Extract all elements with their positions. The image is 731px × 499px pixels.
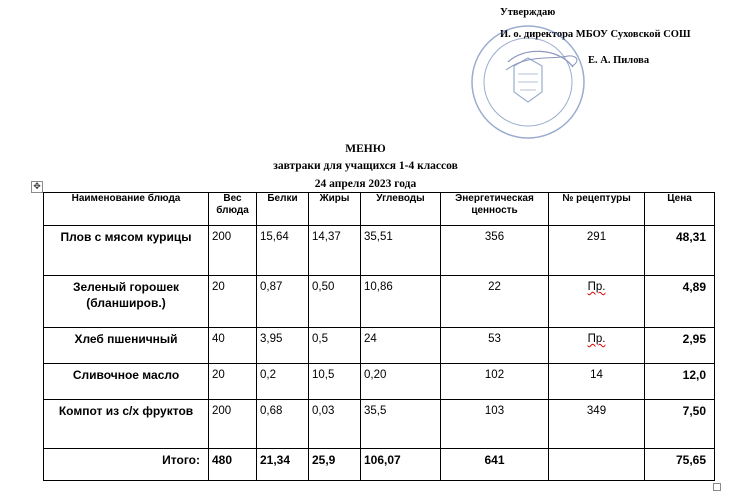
table-row [44, 226, 715, 276]
weight-cell: 200 [209, 400, 257, 449]
total-row [44, 449, 715, 481]
proteins-cell: 15,64 [257, 226, 309, 276]
recipe-cell: 14 [549, 364, 645, 400]
dish-name: Компот из с/х фруктов [44, 400, 209, 449]
carbs-cell: 10,86 [361, 276, 441, 328]
price-cell: 2,95 [645, 328, 715, 364]
table-move-arrows-icon[interactable]: ✥ [31, 181, 43, 193]
recipe-value: Пр. [587, 281, 606, 293]
energy-cell: 103 [441, 400, 549, 449]
header-proteins: Белки [257, 193, 309, 226]
total-price: 75,65 [645, 449, 715, 481]
dish-name: Плов с мясом курицы [44, 226, 209, 276]
total-recipe [549, 449, 645, 481]
total-carbs: 106,07 [361, 449, 441, 481]
energy-cell: 22 [441, 276, 549, 328]
total-fats: 25,9 [309, 449, 361, 481]
header-price: Цена [645, 193, 715, 226]
table-row [44, 276, 715, 328]
total-energy: 641 [441, 449, 549, 481]
table-row [44, 364, 715, 400]
table-header-row [44, 193, 715, 226]
proteins-cell: 0,87 [257, 276, 309, 328]
energy-cell: 53 [441, 328, 549, 364]
seal-stamp-icon [468, 22, 588, 142]
weight-cell: 40 [209, 328, 257, 364]
fats-cell: 0,03 [309, 400, 361, 449]
energy-cell: 356 [441, 226, 549, 276]
price-cell: 12,0 [645, 364, 715, 400]
header-dish-name: Наименование блюда [44, 193, 209, 226]
price-cell: 7,50 [645, 400, 715, 449]
fats-cell: 14,37 [309, 226, 361, 276]
header-weight: Вес блюда [209, 193, 257, 226]
price-cell: 4,89 [645, 276, 715, 328]
weight-cell: 20 [209, 276, 257, 328]
fats-cell: 10,5 [309, 364, 361, 400]
approval-title: Утверждаю [500, 7, 556, 18]
proteins-cell: 0,68 [257, 400, 309, 449]
weight-cell: 200 [209, 226, 257, 276]
fats-cell: 0,50 [309, 276, 361, 328]
fats-cell: 0,5 [309, 328, 361, 364]
recipe-value: Пр. [587, 333, 606, 345]
price-cell: 48,31 [645, 226, 715, 276]
header-carbs: Углеводы [361, 193, 441, 226]
table-resize-handle-icon[interactable] [713, 483, 721, 491]
energy-cell: 102 [441, 364, 549, 400]
total-proteins: 21,34 [257, 449, 309, 481]
carbs-cell: 35,51 [361, 226, 441, 276]
recipe-cell [549, 276, 645, 328]
menu-title: МЕНЮ [345, 143, 386, 155]
total-weight: 480 [209, 449, 257, 481]
proteins-cell: 3,95 [257, 328, 309, 364]
dish-name: Сливочное масло [44, 364, 209, 400]
carbs-cell: 35,5 [361, 400, 441, 449]
carbs-cell: 0,20 [361, 364, 441, 400]
recipe-cell: 349 [549, 400, 645, 449]
table-row [44, 400, 715, 449]
menu-table [43, 192, 715, 481]
carbs-cell: 24 [361, 328, 441, 364]
weight-cell: 20 [209, 364, 257, 400]
total-label: Итого: [44, 449, 209, 481]
menu-subtitle: завтраки для учащихся 1-4 классов [273, 160, 458, 172]
recipe-cell [549, 328, 645, 364]
header-fats: Жиры [309, 193, 361, 226]
table-row [44, 328, 715, 364]
menu-date: 24 апреля 2023 года [314, 178, 417, 190]
header-energy: Энергетическая ценность [441, 193, 549, 226]
dish-name: Зеленый горошек (бланширов.) [44, 276, 209, 328]
approval-position: И. о. директора МБОУ Суховской СОШ [500, 29, 691, 40]
approval-signer: Е. А. Пилова [588, 55, 650, 66]
header-recipe-number: № рецептуры [549, 193, 645, 226]
proteins-cell: 0,2 [257, 364, 309, 400]
dish-name: Хлеб пшеничный [44, 328, 209, 364]
recipe-cell: 291 [549, 226, 645, 276]
